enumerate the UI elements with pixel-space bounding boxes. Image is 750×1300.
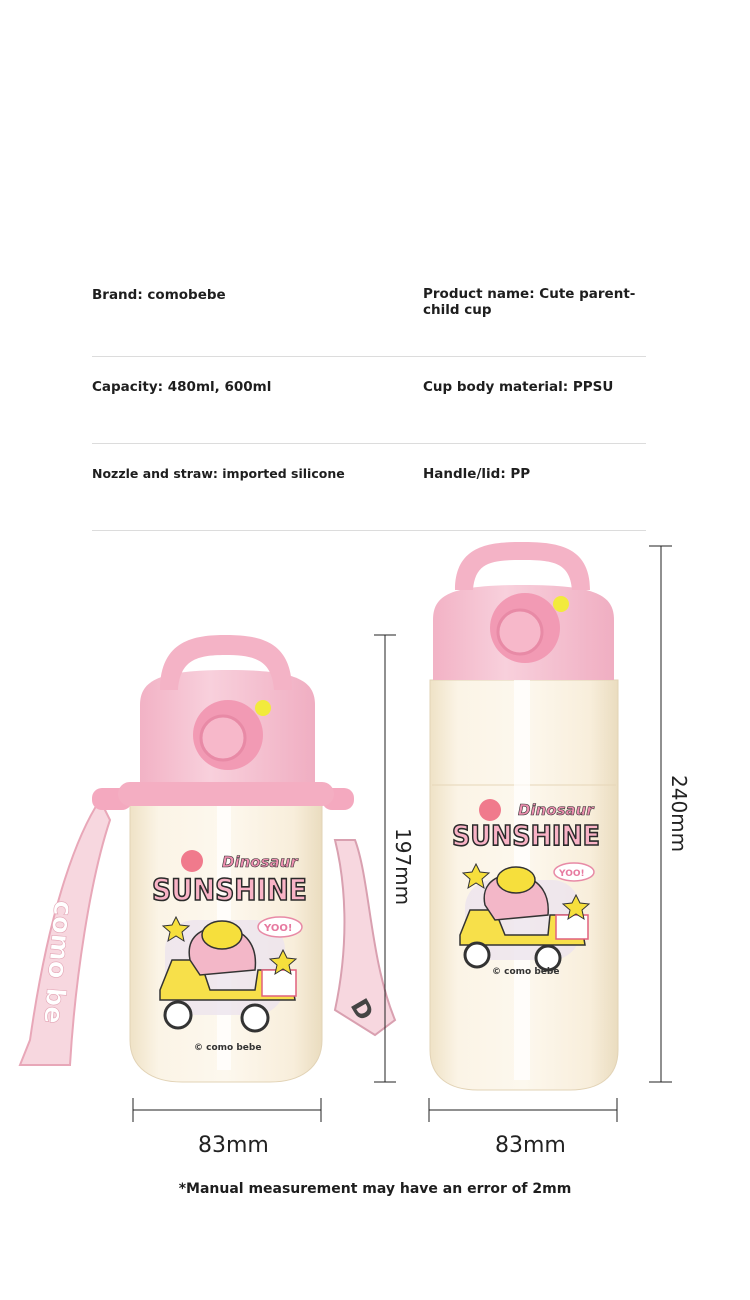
- spec-table: [92, 270, 646, 531]
- measurement-note: *Manual measurement may have an error of 2mm: [178, 1181, 572, 1197]
- spec-row: [92, 270, 646, 357]
- print-footer: © como bebe: [194, 1043, 262, 1053]
- large-height-label: 240mm: [667, 775, 691, 853]
- helmet-icon: [497, 867, 535, 893]
- lid-dot: [553, 596, 569, 612]
- cup-collar: [118, 782, 334, 806]
- spec-row: [92, 357, 646, 444]
- wheel-icon: [165, 1002, 191, 1028]
- spec-row: [92, 444, 646, 531]
- wheel-icon: [242, 1005, 268, 1031]
- print-top: Dinosaur: [518, 801, 594, 819]
- lid-handle: [455, 542, 590, 590]
- speech-bubble-text: YOO!: [264, 923, 293, 934]
- lid-button: [201, 716, 245, 760]
- small-width-dimension: [133, 1098, 321, 1122]
- speech-bubble-text: YOO!: [559, 869, 585, 879]
- spec-capacity: Capacity: 480ml, 600ml: [92, 379, 272, 395]
- strawberry-icon: [181, 850, 203, 872]
- print-main: SUNSHINE: [452, 819, 600, 852]
- strap-text: como be: [37, 899, 78, 1026]
- small-height-label: 197mm: [391, 828, 415, 906]
- spec-product-name: Product name: Cute parent-child cup: [423, 286, 636, 318]
- spec-handle: Handle/lid: PP: [423, 466, 531, 482]
- spec-brand: Brand: comobebe: [92, 287, 226, 303]
- print-top: Dinosaur: [222, 853, 298, 871]
- spec-nozzle: Nozzle and straw: imported silicone: [92, 466, 345, 481]
- print-footer: © como bebe: [492, 967, 560, 977]
- print-main: SUNSHINE: [152, 873, 307, 907]
- lid-button: [498, 610, 542, 654]
- wheel-icon: [465, 943, 489, 967]
- large-cup: [430, 542, 618, 1090]
- cup-illustration: [0, 530, 750, 1230]
- small-width-label: 83mm: [198, 1133, 269, 1158]
- strawberry-icon: [479, 799, 501, 821]
- spec-body-material: Cup body material: PPSU: [423, 379, 614, 395]
- lid-dot: [255, 700, 271, 716]
- strap-text-right: D: [344, 994, 380, 1026]
- large-width-label: 83mm: [495, 1133, 566, 1158]
- large-width-dimension: [429, 1098, 617, 1122]
- small-cup: [20, 635, 395, 1082]
- helmet-icon: [202, 921, 242, 949]
